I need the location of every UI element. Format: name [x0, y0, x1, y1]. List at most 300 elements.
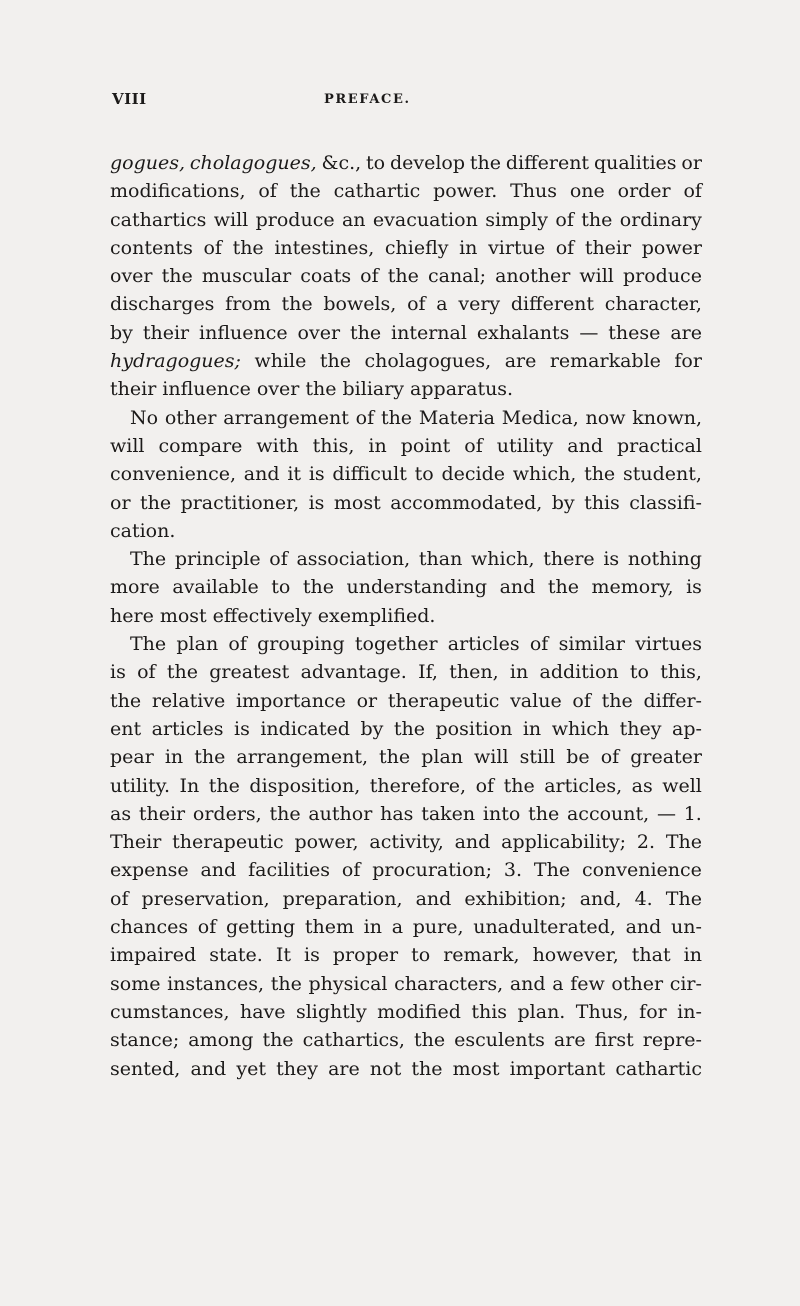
word: different	[505, 152, 590, 174]
word: and	[625, 916, 662, 939]
word: applicability;	[501, 831, 627, 854]
word: this	[584, 491, 620, 514]
word: it	[287, 463, 302, 486]
word: most	[159, 604, 207, 627]
word: in	[683, 944, 702, 967]
word: relative	[151, 689, 226, 712]
body-text	[110, 149, 702, 1083]
word: esculents	[454, 1029, 545, 1052]
word: disposition,	[249, 774, 361, 797]
word: articles	[151, 717, 224, 740]
text-line	[110, 234, 702, 262]
word: among	[188, 1029, 254, 1052]
word: 2.	[636, 831, 656, 854]
word: power	[641, 236, 702, 259]
word: more	[110, 576, 160, 599]
word: influence	[199, 321, 288, 344]
word: not	[369, 1057, 402, 1080]
word: they	[619, 717, 662, 740]
word: author	[308, 802, 373, 825]
word: most	[452, 1057, 500, 1080]
word: power,	[294, 831, 359, 854]
word: chances	[110, 916, 189, 939]
word: and	[190, 1057, 227, 1080]
text-line	[110, 375, 702, 403]
word: the	[232, 236, 264, 259]
word: the	[110, 689, 142, 712]
word: coats	[300, 265, 352, 288]
word: The	[130, 633, 167, 656]
word: preparation,	[282, 887, 403, 910]
text-line	[110, 970, 702, 998]
word: character,	[604, 293, 702, 316]
word: this,	[312, 434, 355, 457]
word: un-	[671, 916, 702, 939]
word: exhibition;	[464, 887, 567, 910]
word: —	[656, 802, 676, 825]
word: 1.	[683, 802, 702, 825]
word: produce	[622, 265, 702, 288]
word: other	[164, 406, 217, 429]
word: order	[617, 180, 671, 203]
word: articles,	[544, 774, 623, 797]
word: cumstances,	[110, 1000, 230, 1023]
word: arrangement	[223, 406, 349, 429]
word: simply	[485, 208, 549, 231]
word: instances,	[167, 972, 265, 995]
word: and	[567, 434, 603, 457]
word: muscular	[201, 265, 292, 288]
word: 4.	[634, 887, 653, 910]
word: the	[208, 774, 240, 797]
word: the	[319, 350, 351, 373]
word: compare	[158, 434, 243, 457]
word: of	[203, 236, 222, 259]
word: convenience	[581, 859, 702, 882]
word: nothing	[627, 548, 702, 571]
word: which	[551, 717, 610, 740]
word: principle	[174, 548, 261, 571]
word: in-	[677, 1000, 702, 1023]
word: contents	[110, 236, 193, 259]
word: to	[366, 152, 386, 174]
word: memory,	[591, 576, 674, 599]
word: of	[360, 265, 379, 288]
word: and	[243, 463, 280, 486]
running-head-title: PREFACE.	[324, 92, 411, 107]
text-line	[110, 262, 702, 290]
word: pure,	[412, 916, 464, 939]
word: importance	[235, 689, 346, 712]
word: very	[458, 293, 501, 316]
word: are	[553, 1029, 586, 1052]
word: procuration;	[372, 859, 493, 882]
word: however,	[532, 944, 619, 967]
word: the	[387, 265, 419, 288]
word: cathartics	[110, 208, 207, 231]
word: of	[572, 689, 591, 712]
word: an	[341, 208, 366, 231]
word: well	[662, 774, 702, 797]
word: the	[349, 321, 382, 344]
word: the	[469, 152, 502, 174]
word: pear	[110, 746, 154, 769]
word: impaired	[110, 944, 197, 967]
text-line	[110, 687, 702, 715]
word: a	[391, 916, 404, 939]
word: cation.	[110, 519, 176, 542]
word: here	[110, 604, 154, 627]
word: of	[110, 887, 129, 910]
word: few	[570, 972, 605, 995]
word: is	[686, 576, 702, 599]
word: state.	[209, 944, 263, 967]
text-line	[110, 489, 702, 517]
text-line	[110, 573, 702, 601]
word: will	[579, 265, 614, 288]
text-line	[110, 743, 702, 771]
word: 3.	[503, 859, 523, 882]
word: plan.	[517, 1000, 566, 1023]
word: or	[110, 491, 131, 514]
word: therefore,	[369, 774, 467, 797]
text-line	[110, 319, 702, 347]
word: yet	[236, 1057, 266, 1080]
word: their	[110, 378, 157, 401]
word: and	[499, 576, 536, 599]
word: another	[495, 265, 571, 288]
word: the	[166, 661, 198, 684]
word: utility	[496, 434, 554, 457]
text-line	[110, 602, 702, 630]
word: characters,	[394, 972, 504, 995]
word: activity,	[369, 831, 444, 854]
word: If,	[418, 661, 438, 684]
word: hydragogues;	[110, 350, 241, 373]
word: develop	[389, 152, 466, 174]
word: the	[380, 406, 413, 429]
word: then,	[449, 661, 499, 684]
word: their	[142, 321, 190, 344]
word: getting	[225, 916, 296, 939]
text-line	[110, 404, 702, 432]
word: and	[454, 831, 491, 854]
text-line	[110, 856, 702, 884]
word: as	[110, 802, 132, 825]
word: greater	[630, 746, 702, 769]
word: are	[504, 350, 537, 373]
word: of	[464, 434, 483, 457]
text-line	[110, 206, 702, 234]
word: the	[379, 746, 411, 769]
word: qualities	[593, 152, 677, 174]
text-line	[110, 460, 702, 488]
word: modifications,	[110, 180, 246, 203]
word: the	[601, 689, 633, 712]
word: is	[110, 661, 126, 684]
word: plan	[421, 746, 464, 769]
word: exemplified.	[317, 604, 436, 627]
word: or	[356, 689, 378, 712]
word: effectively	[212, 604, 312, 627]
word: the	[413, 1029, 446, 1052]
word: is	[603, 548, 620, 571]
word: classifi-	[629, 491, 702, 514]
word: The	[665, 887, 702, 910]
word: influence	[162, 378, 251, 401]
word: to	[414, 463, 434, 486]
word: the	[411, 1057, 443, 1080]
word: Materia	[418, 406, 495, 429]
word: are	[670, 321, 702, 344]
word: slightly	[295, 1000, 367, 1023]
word: decide	[441, 463, 505, 486]
word: is	[234, 717, 250, 740]
text-line	[110, 630, 702, 658]
word: understanding	[346, 576, 488, 599]
word: The	[130, 548, 167, 571]
word: expense	[110, 859, 189, 882]
word: a	[436, 293, 448, 316]
word: the	[289, 180, 321, 203]
word: is	[308, 463, 325, 486]
word: and	[200, 859, 237, 882]
word: to	[411, 944, 431, 967]
word: of	[137, 661, 156, 684]
word: therapeutic	[172, 831, 284, 854]
word: proper	[332, 944, 399, 967]
word: which,	[512, 463, 577, 486]
word: value	[510, 689, 562, 712]
word: The	[533, 859, 571, 882]
word: intestines,	[274, 236, 375, 259]
word: has	[380, 802, 414, 825]
page-number: VIII	[112, 90, 147, 108]
word: evacuation	[372, 208, 478, 231]
word: of	[407, 293, 426, 316]
word: grouping	[257, 633, 345, 656]
word: cathartic	[615, 1057, 702, 1080]
word: of	[529, 633, 549, 656]
word: a	[552, 972, 564, 995]
word: advantage.	[300, 661, 407, 684]
word: will	[474, 746, 509, 769]
word: and	[509, 972, 546, 995]
word: this,	[660, 661, 702, 684]
word: account,	[566, 802, 650, 825]
word: to	[629, 661, 649, 684]
word: some	[110, 972, 161, 995]
word: sented,	[110, 1057, 181, 1080]
word: bowels,	[323, 293, 397, 316]
word: of	[258, 180, 277, 203]
word: or	[681, 152, 702, 174]
text-line	[110, 800, 702, 828]
word: unadulterated,	[473, 916, 616, 939]
word: cathartic	[333, 180, 421, 203]
word: No	[130, 406, 159, 429]
word: over	[297, 321, 341, 344]
word: exhalants	[476, 321, 570, 344]
word: indicated	[260, 717, 350, 740]
word: ap-	[672, 717, 702, 740]
word: cholagogues,	[189, 152, 317, 174]
word: of	[600, 746, 620, 769]
word: the	[302, 576, 334, 599]
word: them	[304, 916, 354, 939]
text-line	[110, 347, 702, 375]
word: will	[110, 434, 145, 457]
word: of	[197, 916, 217, 939]
word: most	[333, 491, 381, 514]
word: point	[400, 434, 451, 457]
word: the	[270, 972, 302, 995]
word: student,	[622, 463, 702, 486]
word: physical	[308, 972, 388, 995]
text-line	[110, 715, 702, 743]
word: of	[228, 633, 247, 656]
text-line	[110, 432, 702, 460]
word: of	[355, 406, 375, 429]
word: while	[254, 350, 307, 373]
word: the	[139, 491, 172, 514]
word: that	[631, 944, 671, 967]
word: virtue	[488, 236, 546, 259]
word: remark,	[443, 944, 520, 967]
word: will	[213, 208, 249, 231]
word: with	[256, 434, 299, 457]
text-line	[110, 913, 702, 941]
word: the	[503, 774, 535, 797]
word: this	[471, 1000, 508, 1023]
word: practical	[616, 434, 702, 457]
word: It	[275, 944, 291, 967]
word: and	[415, 887, 452, 910]
word: different	[510, 293, 595, 316]
word: the	[528, 802, 560, 825]
word: over	[110, 265, 153, 288]
text-line	[110, 658, 702, 686]
word: the	[262, 1029, 294, 1052]
word: modified	[377, 1000, 461, 1023]
word: cathartics,	[302, 1029, 405, 1052]
word: by	[551, 491, 575, 514]
word: the	[194, 746, 226, 769]
word: of	[555, 236, 575, 259]
word: The	[665, 831, 702, 854]
running-head	[112, 90, 702, 112]
word: in	[459, 236, 478, 259]
word: addition	[539, 661, 619, 684]
word: as	[631, 774, 653, 797]
word: differ-	[643, 689, 702, 712]
text-line	[110, 149, 702, 177]
word: in	[368, 434, 387, 457]
word: internal	[391, 321, 467, 344]
word: ent	[110, 717, 142, 740]
word: their	[138, 802, 186, 825]
word: the	[281, 293, 313, 316]
word: the	[584, 463, 616, 486]
word: canal;	[427, 265, 486, 288]
text-line	[110, 1055, 702, 1083]
word: are	[328, 1057, 360, 1080]
word: stance;	[110, 1029, 180, 1052]
word: preservation,	[141, 887, 270, 910]
word: in	[522, 717, 542, 740]
word: orders,	[192, 802, 262, 825]
text-line	[110, 517, 702, 545]
word: the	[305, 378, 337, 401]
word: available	[172, 576, 259, 599]
word: into	[482, 802, 521, 825]
word: Thus,	[575, 1000, 629, 1023]
word: repre-	[642, 1029, 702, 1052]
text-line	[110, 941, 702, 969]
word: be	[566, 746, 590, 769]
word: the	[269, 802, 301, 825]
word: facilities	[248, 859, 331, 882]
word: in	[164, 746, 184, 769]
text-line	[110, 772, 702, 800]
word: accommodated,	[390, 491, 543, 514]
word: apparatus.	[410, 378, 514, 401]
text-line	[110, 545, 702, 573]
word: other	[611, 972, 664, 995]
word: of	[341, 859, 361, 882]
word: in	[509, 661, 529, 684]
word: virtues	[635, 633, 702, 656]
word: from	[225, 293, 271, 316]
word: they	[276, 1057, 318, 1080]
word: Thus	[510, 180, 558, 203]
word: which,	[471, 548, 535, 571]
word: by	[360, 717, 384, 740]
word: cholagogues,	[364, 350, 492, 373]
word: utility.	[110, 774, 170, 797]
word: is	[304, 944, 320, 967]
text-line	[110, 1026, 702, 1054]
word: difficult	[332, 463, 407, 486]
word: together	[354, 633, 438, 656]
word: these	[608, 321, 661, 344]
word: the	[161, 265, 193, 288]
word: practitioner,	[180, 491, 300, 514]
word: association,	[296, 548, 411, 571]
word: chiefly	[384, 236, 449, 259]
word: to	[271, 576, 291, 599]
word: for	[674, 350, 702, 373]
text-line	[110, 998, 702, 1026]
word: and,	[579, 887, 622, 910]
text-line	[110, 828, 702, 856]
word: over	[256, 378, 300, 401]
word: convenience,	[110, 463, 237, 486]
word: remarkable	[549, 350, 661, 373]
word: ordinary	[619, 208, 702, 231]
word: of	[269, 548, 288, 571]
text-line	[110, 885, 702, 913]
word: the	[547, 576, 579, 599]
word: known,	[632, 406, 702, 429]
word: &c.,	[321, 152, 362, 174]
word: —	[579, 321, 599, 344]
word: one	[569, 180, 605, 203]
word: biliary	[342, 378, 405, 401]
text-line	[110, 290, 702, 318]
word: have	[239, 1000, 286, 1023]
word: Their	[110, 831, 162, 854]
